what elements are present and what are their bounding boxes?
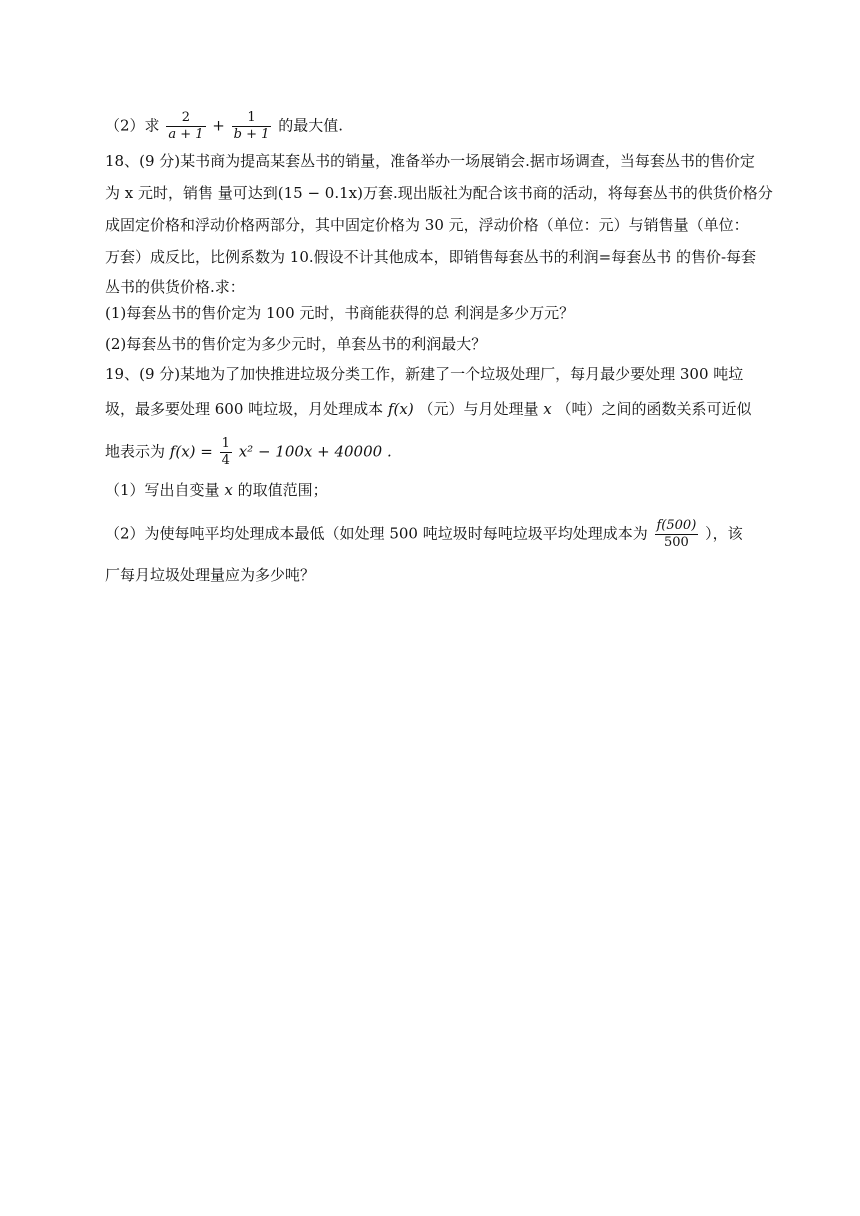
function-f-of-x: f(x) bbox=[387, 400, 414, 418]
q18-line-3: 成固定价格和浮动价格两部分，其中固定价格为 30 元，浮动价格（单位：元）与销售量（单位： bbox=[105, 216, 749, 234]
fraction-numerator: 1 bbox=[247, 110, 256, 125]
q18-part1: (1)每套丛书的售价定为 100 元时，书商能获得的总 利润是多少万元？ bbox=[105, 304, 575, 322]
fraction-2-over-a-plus-1 bbox=[166, 110, 205, 143]
q19-line-3-text-a: 地表示为 bbox=[105, 442, 166, 461]
polynomial-expression: x² − 100x + 40000 . bbox=[238, 442, 392, 461]
fraction-numerator: 2 bbox=[181, 110, 191, 125]
q19-line-2 bbox=[105, 398, 760, 420]
variable-x: x bbox=[224, 481, 233, 499]
q19-part1-text-b: 的取值范围； bbox=[237, 481, 328, 499]
q19-line-2-text-a: 圾，最多要处理 600 吨垃圾，月处理成本 bbox=[105, 400, 384, 418]
fraction-denominator: 4 bbox=[221, 453, 230, 468]
q17-part2-line bbox=[105, 110, 760, 143]
fraction-f500-over-500 bbox=[655, 518, 699, 551]
fraction-one-quarter bbox=[220, 436, 232, 469]
q18-part2: (2)每套丛书的售价定为多少元时，单套丛书的利润最大？ bbox=[105, 335, 487, 353]
q19-part2 bbox=[105, 518, 760, 551]
q19-part2-text-a: （2）为使每吨平均处理成本最低（如处理 500 吨垃圾时每吨垃圾平均处理成本为 bbox=[105, 524, 648, 543]
q18-line-4: 万套）成反比，比例系数为 10.假设不计其他成本，即销售每套丛书的利润=每套丛书 的售价-每套 bbox=[105, 248, 757, 266]
fraction-numerator: f(500) bbox=[656, 518, 697, 533]
plus-sign: + bbox=[212, 116, 225, 135]
q19-line-2-text-c: （吨）之间的函数关系可近似 bbox=[556, 400, 752, 418]
q18-line-2: 为 x 元时，销售 量可达到(15 − 0.1x)万套.现出版社为配合该书商的活动，将每套丛书的供货价格分 bbox=[105, 184, 773, 202]
fraction-numerator: 1 bbox=[221, 436, 230, 451]
fraction-denominator: 500 bbox=[655, 534, 699, 551]
q18-line-5: 丛书的供货价格.求： bbox=[105, 278, 245, 296]
q17-part2-suffix: 的最大值. bbox=[278, 116, 343, 135]
fraction-denominator: a + 1 bbox=[168, 127, 204, 142]
q19-part2-text-b: ），该 bbox=[705, 524, 743, 543]
q18-line-1: 18、(9 分)某书商为提高某套丛书的销量，准备举办一场展销会.据市场调查，当每套丛书的售价定 bbox=[105, 152, 755, 170]
q19-part1-text-a: （1）写出自变量 bbox=[105, 481, 220, 499]
fraction-denominator: b + 1 bbox=[233, 127, 270, 142]
q19-part1 bbox=[105, 479, 760, 501]
function-f-of-x: f(x) = bbox=[169, 442, 213, 461]
q19-line-3 bbox=[105, 436, 760, 469]
q19-line-2-text-b: （元）与月处理量 bbox=[418, 400, 539, 418]
variable-x: x bbox=[543, 400, 552, 418]
fraction-1-over-b-plus-1 bbox=[232, 110, 272, 143]
q17-part2-prefix: （2）求 bbox=[105, 116, 160, 135]
q19-part2-line-2: 厂每月垃圾处理量应为多少吨？ bbox=[105, 566, 316, 584]
q19-line-1: 19、(9 分)某地为了加快推进垃圾分类工作，新建了一个垃圾处理厂，每月最少要处理 300 吨垃 bbox=[105, 365, 744, 383]
